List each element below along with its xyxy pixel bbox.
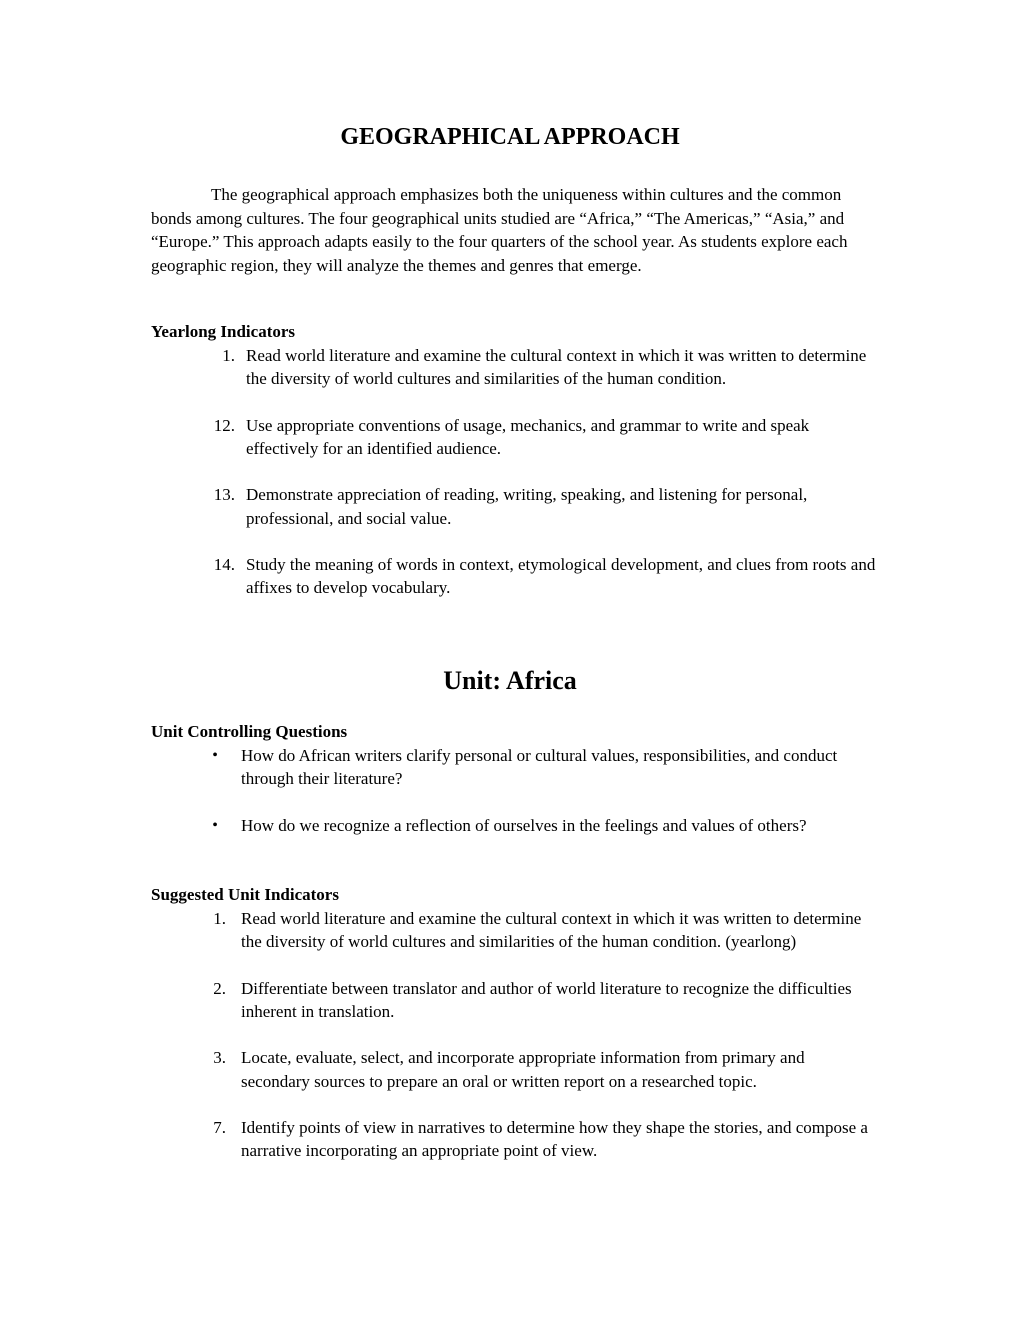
- item-number: 7.: [213, 1118, 226, 1138]
- list-item: [0, 1046, 1020, 1092]
- suggested-unit-indicators-heading: Suggested Unit Indicators: [151, 885, 339, 904]
- yearlong-indicators-heading: Yearlong Indicators: [151, 322, 296, 341]
- unit-controlling-questions-heading: Unit Controlling Questions: [151, 722, 348, 741]
- unit-title: Unit: Africa: [443, 666, 577, 695]
- list-item: [0, 1116, 1020, 1162]
- list-item: [0, 907, 1020, 953]
- item-number: 1.: [222, 346, 235, 365]
- item-number: 13.: [213, 485, 235, 505]
- item-text: Identify points of view in narratives to determine how they shape the stories, and compose a narrative incorporating an appropriate point of view.: [241, 1118, 868, 1161]
- item-text: Study the meaning of words in context, etymological development, and clues from roots and affixes to develop vocabulary.: [246, 555, 876, 598]
- page-title: GEOGRAPHICAL APPROACH: [340, 124, 680, 150]
- intro-paragraph: The geographical approach emphasizes both the uniqueness within cultures and the common bonds among cultures. The four geographical units studied are “Africa,” “The Americas,” “Asia,” and “Europe.” This approach adapts easily to the four quarters of the school year. As students explore each geographic region, they will analyze the themes and genres that emerge.: [151, 185, 848, 275]
- item-text: How do we recognize a reflection of ourselves in the feelings and values of others?: [241, 815, 807, 835]
- item-number: 2.: [213, 978, 226, 998]
- list-item: [0, 814, 1020, 837]
- unit-indicators-list: [0, 907, 1020, 1186]
- item-number: 12.: [213, 415, 235, 435]
- item-number: 14.: [213, 555, 235, 575]
- item-text: Read world literature and examine the cultural context in which it was written to determine the diversity of world cultures and similarities of the human condition.: [246, 346, 867, 389]
- list-item: [0, 977, 1020, 1023]
- item-text: Differentiate between translator and author of world literature to recognize the difficulties inherent in translation.: [241, 978, 852, 1021]
- list-item: [0, 414, 1020, 460]
- list-item: [0, 553, 1020, 599]
- list-item: [0, 483, 1020, 529]
- yearlong-indicators-list: [0, 344, 1020, 623]
- item-number: 1.: [213, 909, 226, 928]
- bullet-icon: •: [212, 816, 218, 834]
- list-item: [0, 344, 1020, 390]
- item-text: Locate, evaluate, select, and incorporate appropriate information from primary and secondary sources to prepare an oral or written report on a researched topic.: [241, 1048, 805, 1091]
- list-item: [0, 744, 1020, 790]
- bullet-icon: •: [212, 747, 218, 764]
- item-text: Demonstrate appreciation of reading, writing, speaking, and listening for personal, professional, and social value.: [246, 485, 808, 528]
- item-text: Use appropriate conventions of usage, mechanics, and grammar to write and speak effectively for an identified audience.: [246, 415, 810, 458]
- item-text: Read world literature and examine the cultural context in which it was written to determine the diversity of world cultures and similarities of the human condition. (yearlong): [241, 909, 862, 952]
- item-text: How do African writers clarify personal or cultural values, responsibilities, and conduct through their literature?: [241, 746, 838, 789]
- controlling-questions-list: [0, 744, 1020, 860]
- item-number: 3.: [213, 1048, 226, 1068]
